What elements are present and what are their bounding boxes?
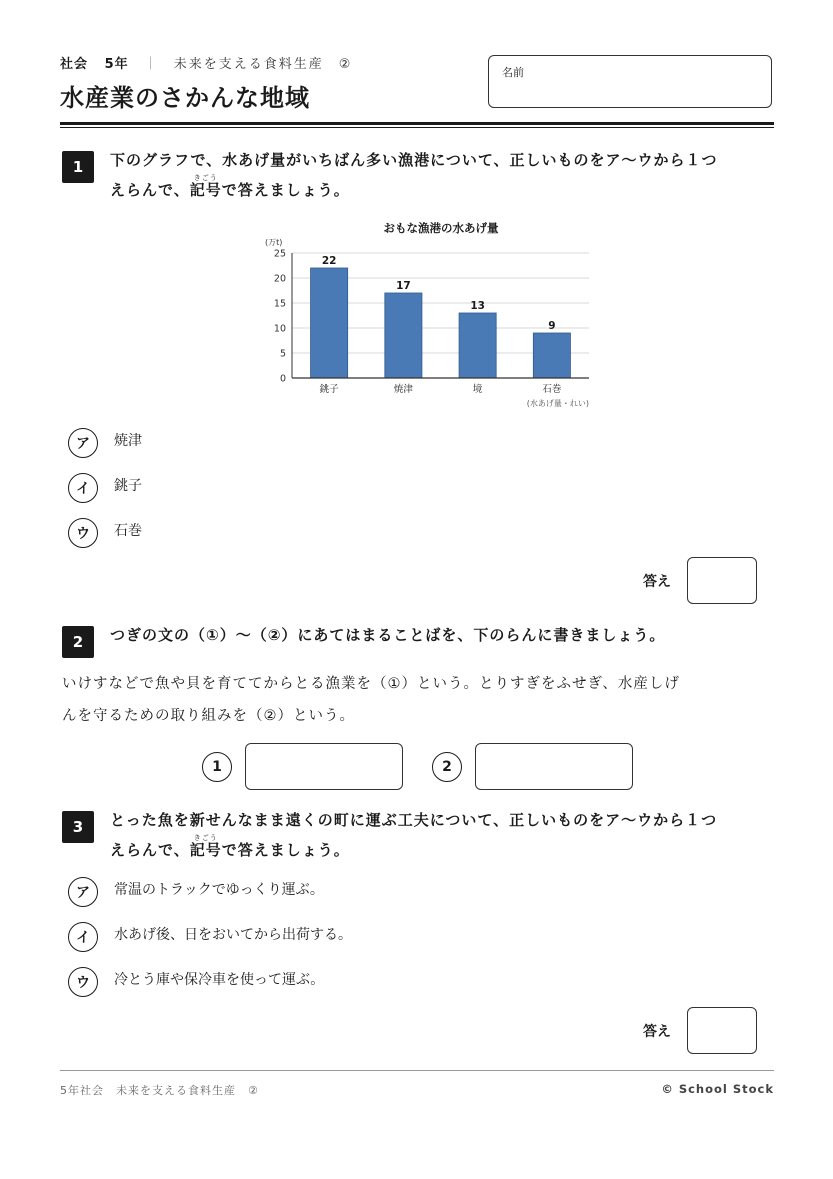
q3-choice-a-text: 常温のトラックでゆっくり運ぶ。	[114, 882, 324, 898]
q1-choice-a-text: 焼津	[114, 433, 142, 449]
q3-choice-u-mark[interactable]: ウ	[68, 967, 98, 997]
chart-y-tick-label: 25	[273, 248, 286, 260]
q3-choice-a-mark[interactable]: ア	[68, 877, 98, 907]
footer-left-text: 5年社会 未来を支える食料生産 ②	[60, 1084, 259, 1097]
subject-label: 社会	[60, 57, 89, 72]
chart-bar	[533, 333, 570, 378]
question-2-text: つぎの文の（①）～（②）にあてはまることばを、下のらんに書きましょう。	[110, 626, 666, 644]
name-label: 名前	[502, 66, 524, 79]
chart-y-tick-label: 15	[273, 298, 286, 310]
blank-2-box[interactable]	[475, 743, 633, 790]
question-1-number: 1	[62, 151, 94, 183]
question-1-line2-pre: えらんで、	[110, 181, 190, 199]
question-3-ruby-text: きごう	[193, 834, 218, 842]
question-3-line2-post: で答えましょう。	[221, 841, 350, 859]
question-2-passage-line1: いけすなどで魚や貝を育ててからとる漁業を（①）という。とりすぎをふせぎ、水産しげ	[62, 676, 680, 692]
chart-title: おもな漁港の水あげ量	[383, 221, 499, 235]
chart-y-tick-label: 5	[279, 348, 286, 360]
bar-chart	[250, 215, 610, 415]
q3-answer-box[interactable]	[687, 1007, 757, 1054]
question-3-number: 3	[62, 811, 94, 843]
chart-y-tick-label: 20	[273, 273, 286, 285]
question-1-text	[110, 145, 780, 205]
footer-divider	[60, 1070, 774, 1071]
q1-choice-a-mark[interactable]: ア	[68, 428, 98, 458]
q1-answer-box[interactable]	[687, 557, 757, 604]
chart-bars	[311, 255, 571, 378]
chart-x-tick-label: 石巻	[542, 384, 562, 395]
chart-x-tick-label: 銚子	[319, 384, 339, 395]
header-divider-thick	[60, 122, 774, 125]
question-1-ruby	[190, 175, 222, 205]
q3-choice-u-text: 冷とう庫や保冷車を使って運ぶ。	[114, 972, 325, 988]
question-3-text	[110, 805, 780, 865]
question-3-ruby	[190, 835, 222, 865]
chart-data-label: 22	[321, 255, 337, 267]
q1-answer-label: 答え	[643, 574, 671, 590]
question-1-ruby-base: 記号	[189, 181, 222, 199]
question-3-ruby-base: 記号	[189, 841, 222, 859]
q1-choice-u-text: 石巻	[114, 523, 142, 539]
question-1-line1: 下のグラフで、水あげ量がいちばん多い漁港について、正しいものをア～ウから１つ	[110, 151, 718, 169]
chart-bar	[311, 268, 348, 378]
question-1-ruby-text: きごう	[193, 174, 218, 182]
header-divider-thin	[60, 127, 774, 128]
chart-data-label: 13	[470, 300, 485, 312]
question-3-line2	[110, 835, 780, 865]
blank-2-label: 2	[432, 752, 462, 782]
chart-y-unit: (万t)	[265, 238, 283, 247]
unit-label: 未来を支える食料生産 ②	[173, 57, 353, 72]
q1-choice-i-text: 銚子	[114, 478, 142, 494]
chart-y-tick-label: 0	[279, 373, 286, 385]
chart-data-label: 17	[396, 280, 411, 292]
chart-x-tick-label: 境	[472, 384, 483, 395]
q3-choice-i-mark[interactable]: イ	[68, 922, 98, 952]
header-separator: ｜	[144, 57, 159, 72]
q1-choice-u-mark[interactable]: ウ	[68, 518, 98, 548]
q3-answer-label: 答え	[643, 1024, 671, 1040]
footer-copyright: © School Stock	[661, 1082, 774, 1096]
page-title: 水産業のさかんな地域	[60, 84, 310, 112]
chart-data-label: 9	[548, 320, 556, 332]
header-subject-line	[60, 53, 352, 72]
blank-1-box[interactable]	[245, 743, 403, 790]
q1-choice-i-mark[interactable]: イ	[68, 473, 98, 503]
chart-x-tick-label: 焼津	[393, 384, 413, 395]
question-2-number: 2	[62, 626, 94, 658]
question-3-line1: とった魚を新せんなまま遠くの町に運ぶ工夫について、正しいものをア～ウから１つ	[110, 811, 718, 829]
q3-choice-i-text: 水あげ後、日をおいてから出荷する。	[114, 927, 352, 943]
question-2-passage	[62, 668, 782, 732]
grade-label: 5年	[104, 57, 129, 72]
blank-1-label: 1	[202, 752, 232, 782]
chart-bar	[385, 293, 422, 378]
chart-y-tick-label: 10	[273, 323, 286, 335]
name-field[interactable]	[488, 55, 772, 108]
question-1-line2-post: で答えましょう。	[221, 181, 350, 199]
question-3-line2-pre: えらんで、	[110, 841, 190, 859]
chart-bar	[459, 313, 496, 378]
question-2-passage-line2: んを守るための取り組みを（②）という。	[62, 708, 355, 724]
chart-source-note: (水あげ量・れい)	[526, 399, 589, 408]
question-1-line2	[110, 175, 780, 205]
